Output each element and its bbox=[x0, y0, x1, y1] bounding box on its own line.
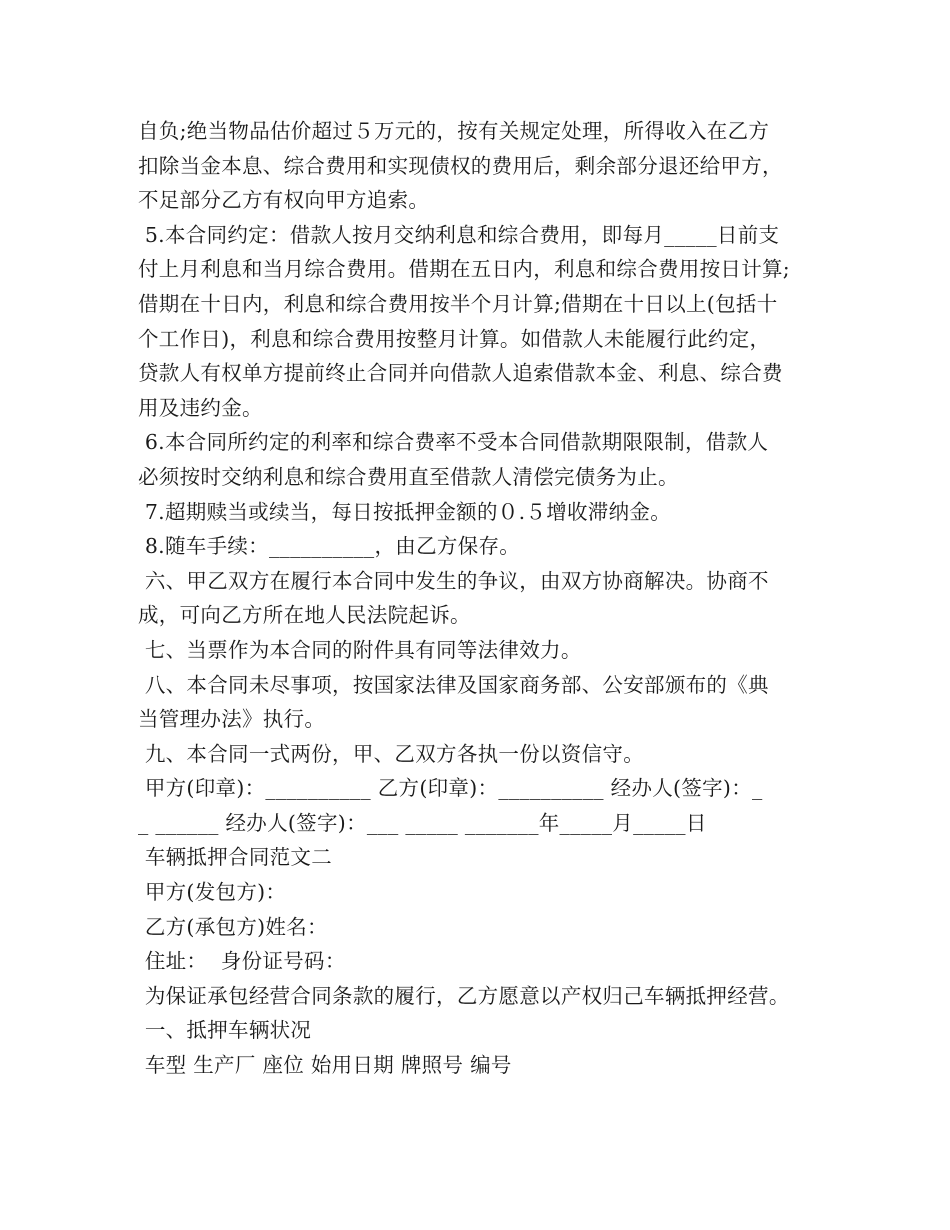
party-a-line: 甲方(发包方)： bbox=[138, 880, 287, 905]
document-subtitle: 车辆抵押合同范文二 bbox=[138, 845, 333, 870]
text-line: 个工作日)，利息和综合费用按整月计算。如借款人未能履行此约定， bbox=[138, 326, 771, 351]
section-7: 七、当票作为本合同的附件具有同等法律效力。 bbox=[138, 637, 582, 662]
text-line: 借期在十日内，利息和综合费用按半个月计算;借期在十日以上(包括十 bbox=[138, 291, 778, 316]
text-line: 用及违约金。 bbox=[138, 395, 263, 420]
text-line: 必须按时交纳利息和综合费用直至借款人清偿完债务为止。 bbox=[138, 464, 679, 489]
signature-date-line: _ ______ 经办人(签字)：___ _____ _______年_____月_____日 bbox=[138, 810, 707, 835]
text-line: 为保证承包经营合同条款的履行，乙方愿意以产权归己车辆抵押经营。 bbox=[138, 983, 790, 1008]
text-line: 自负;绝当物品估价超过５万元的，按有关规定处理，所得收入在乙方 bbox=[138, 119, 770, 143]
address-line: 住址： 身份证号码： bbox=[138, 949, 346, 974]
clause-8: 8.随车手续：__________，由乙方保存。 bbox=[138, 534, 521, 559]
vehicle-table-header: 车型 生产厂 座位 始用日期 牌照号 编号 bbox=[138, 1053, 512, 1078]
text-line: 成，可向乙方所在地人民法院起诉。 bbox=[138, 603, 471, 628]
text-line: 贷款人有权单方提前终止合同并向借款人追索借款本金、利息、综合费 bbox=[138, 361, 783, 386]
section-6: 六、甲乙双方在履行本合同中发生的争议，由双方协商解决。协商不 bbox=[138, 568, 769, 593]
section-9: 九、本合同一式两份，甲、乙双方各执一份以资信守。 bbox=[138, 741, 645, 766]
text-line: 当管理办法》执行。 bbox=[138, 707, 326, 732]
signature-line: 甲方(印章)：__________ 乙方(印章)：__________ 经办人(签字)：_ bbox=[138, 776, 763, 801]
document-page bbox=[138, 114, 818, 1083]
clause-6: 6.本合同所约定的利率和综合费率不受本合同借款期限限制，借款人 bbox=[138, 430, 769, 455]
clause-5: 5.本合同约定：借款人按月交纳利息和综合费用，即每月_____日前支 bbox=[138, 222, 780, 247]
text-line: 不足部分乙方有权向甲方追索。 bbox=[138, 188, 430, 213]
clause-7: 7.超期赎当或续当，每日按抵押金额的０.５增收滞纳金。 bbox=[138, 499, 671, 524]
text-line: 扣除当金本息、综合费用和实现债权的费用后，剩余部分退还给甲方， bbox=[138, 153, 783, 178]
section-8: 八、本合同未尽事项，按国家法律及国家商务部、公安部颁布的《典 bbox=[138, 672, 769, 697]
party-b-line: 乙方(承包方)姓名： bbox=[138, 914, 328, 939]
section-1-heading: 一、抵押车辆状况 bbox=[138, 1018, 312, 1043]
text-line: 付上月利息和当月综合费用。借期在五日内，利息和综合费用按日计算; bbox=[138, 257, 791, 282]
